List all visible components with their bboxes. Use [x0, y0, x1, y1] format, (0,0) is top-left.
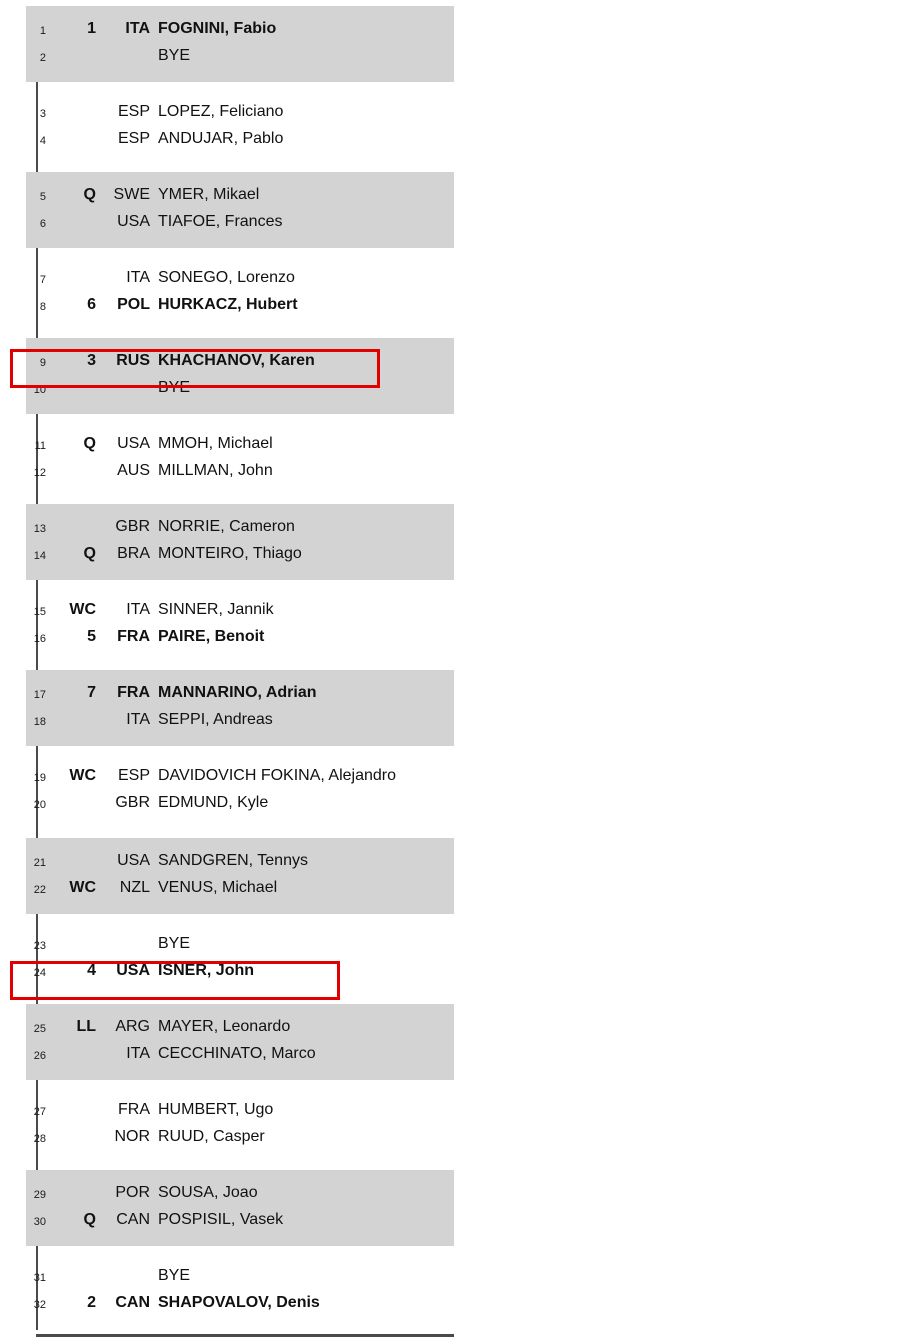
entry-number: 24 [33, 967, 46, 979]
entry-number: 26 [33, 1050, 46, 1062]
draw-pair [26, 1170, 454, 1246]
entry-country: ESP [117, 103, 150, 120]
entry-name: NORRIE, Cameron [158, 518, 295, 535]
draw-entry[interactable] [26, 349, 454, 376]
entry-country: ARG [115, 1018, 150, 1035]
draw-entry[interactable] [26, 849, 454, 876]
draw-entry[interactable] [26, 1208, 454, 1235]
draw-entry[interactable] [26, 932, 454, 959]
entry-country: ITA [126, 601, 150, 618]
entry-name: SEPPI, Andreas [158, 711, 273, 728]
entry-name: SINNER, Jannik [158, 601, 274, 618]
entry-country: ITA [126, 711, 150, 728]
entry-seed: Q [83, 545, 96, 562]
entry-number: 30 [33, 1216, 46, 1228]
entry-seed: WC [69, 601, 96, 618]
draw-entry[interactable] [26, 515, 454, 542]
entry-country: USA [117, 213, 150, 230]
entry-number: 8 [39, 301, 46, 313]
entry-seed: Q [83, 435, 96, 452]
draw-entry[interactable] [26, 1264, 454, 1291]
draw-entry[interactable] [26, 17, 454, 44]
entry-name: ISNER, John [158, 962, 255, 979]
entry-country: USA [117, 852, 150, 869]
draw-entry[interactable] [26, 1015, 454, 1042]
draw-entry[interactable] [26, 432, 454, 459]
draw-entry[interactable] [26, 459, 454, 486]
entry-country: ITA [125, 20, 150, 37]
entry-country: USA [117, 435, 150, 452]
entry-name: RUUD, Casper [158, 1128, 265, 1145]
entry-number: 14 [33, 550, 46, 562]
draw-entry[interactable] [26, 183, 454, 210]
entry-name: MAYER, Leonardo [158, 1018, 291, 1035]
draw-pair [26, 838, 454, 914]
draw-pair [26, 504, 454, 580]
entry-seed: 1 [87, 20, 96, 37]
bottom-divider [36, 1334, 454, 1337]
entry-name: YMER, Mikael [158, 186, 260, 203]
entry-number: 12 [33, 467, 46, 479]
entry-country: CAN [116, 1211, 150, 1228]
draw-entry[interactable] [26, 1181, 454, 1208]
draw-entry[interactable] [26, 100, 454, 127]
entry-name: BYE [158, 1267, 191, 1284]
entry-number: 11 [34, 440, 46, 452]
entry-number: 25 [33, 1023, 46, 1035]
draw-entry[interactable] [26, 1042, 454, 1069]
draw-entry[interactable] [26, 764, 454, 791]
entry-country: GBR [115, 794, 150, 811]
entry-number: 19 [33, 772, 46, 784]
entry-country: ITA [126, 1045, 150, 1062]
entry-number: 27 [33, 1106, 46, 1118]
entry-seed: LL [76, 1018, 96, 1035]
draw-entry[interactable] [26, 876, 454, 903]
entry-name: TIAFOE, Frances [158, 213, 283, 230]
draw-pair [26, 753, 454, 829]
entry-number: 15 [33, 606, 46, 618]
entry-seed: 6 [87, 296, 96, 313]
entry-number: 9 [39, 357, 46, 369]
draw-entry[interactable] [26, 44, 454, 71]
entry-country: NZL [119, 879, 150, 896]
entry-name: KHACHANOV, Karen [158, 352, 315, 369]
draw-entry[interactable] [26, 598, 454, 625]
entry-country: USA [116, 962, 150, 979]
entry-country: FRA [118, 1101, 150, 1118]
entry-name: SANDGREN, Tennys [158, 852, 308, 869]
entry-number: 22 [33, 884, 46, 896]
draw-entry[interactable] [26, 708, 454, 735]
entry-seed: WC [69, 879, 96, 896]
draw-pair [26, 1253, 454, 1329]
entry-number: 3 [39, 108, 46, 120]
entry-country: CAN [115, 1294, 150, 1311]
entry-name: CECCHINATO, Marco [158, 1045, 316, 1062]
entry-name: LOPEZ, Feliciano [158, 103, 284, 120]
entry-name: ANDUJAR, Pablo [158, 130, 284, 147]
entry-country: SWE [113, 186, 150, 203]
draw-entry[interactable] [26, 959, 454, 986]
entry-name: MMOH, Michael [158, 435, 273, 452]
entry-name: BYE [158, 935, 191, 952]
entry-name: MONTEIRO, Thiago [158, 545, 302, 562]
entry-number: 13 [33, 523, 46, 535]
entry-name: VENUS, Michael [158, 879, 278, 896]
draw-pair [26, 89, 454, 165]
entry-country: NOR [114, 1128, 150, 1145]
entry-number: 5 [39, 191, 46, 203]
draw-entry[interactable] [26, 791, 454, 818]
entry-country: AUS [117, 462, 150, 479]
entry-number: 7 [39, 274, 46, 286]
entry-country: BRA [117, 545, 150, 562]
entry-name: POSPISIL, Vasek [158, 1211, 284, 1228]
entry-name: BYE [158, 47, 191, 64]
entry-seed: 7 [87, 684, 96, 701]
entry-country: FRA [117, 628, 150, 645]
entry-country: POL [117, 296, 150, 313]
draw-pair [26, 921, 454, 997]
draw-entry[interactable] [26, 1291, 454, 1318]
draw-entry[interactable] [26, 542, 454, 569]
entry-seed: 4 [87, 962, 96, 979]
entry-number: 4 [39, 135, 46, 147]
draw-entry[interactable] [26, 376, 454, 403]
entry-number: 10 [33, 384, 46, 396]
entry-country: ESP [117, 130, 150, 147]
draw-pair [26, 587, 454, 663]
entry-name: PAIRE, Benoit [158, 628, 265, 645]
draw-entry[interactable] [26, 210, 454, 237]
entry-country: GBR [115, 518, 150, 535]
entry-name: EDMUND, Kyle [158, 794, 269, 811]
draw-entry[interactable] [26, 681, 454, 708]
entry-name: DAVIDOVICH FOKINA, Alejandro [158, 767, 396, 784]
draw-pair [26, 1004, 454, 1080]
entry-seed: 2 [87, 1294, 96, 1311]
entry-number: 6 [39, 218, 46, 230]
draw-entry[interactable] [26, 127, 454, 154]
entry-seed: 3 [87, 352, 96, 369]
entry-seed: WC [69, 767, 96, 784]
entry-name: SHAPOVALOV, Denis [158, 1294, 320, 1311]
draw-pair [26, 255, 454, 331]
draw-pair [26, 1087, 454, 1163]
entry-name: HUMBERT, Ugo [158, 1101, 274, 1118]
draw-pair [26, 172, 454, 248]
entry-number: 28 [33, 1133, 46, 1145]
entry-name: MANNARINO, Adrian [158, 684, 317, 701]
draw-pair [26, 338, 454, 414]
entry-name: SONEGO, Lorenzo [158, 269, 295, 286]
entry-country: ESP [117, 767, 150, 784]
entry-number: 32 [33, 1299, 46, 1311]
entry-seed: 5 [87, 628, 96, 645]
entry-number: 31 [33, 1272, 46, 1284]
draw-pair [26, 670, 454, 746]
draw-entry[interactable] [26, 266, 454, 293]
entry-seed: Q [83, 1211, 96, 1228]
draw-entry[interactable] [26, 625, 454, 652]
entry-country: RUS [116, 352, 150, 369]
entry-number: 1 [39, 25, 46, 37]
entry-name: MILLMAN, John [158, 462, 273, 479]
draw-entry[interactable] [26, 1098, 454, 1125]
entry-number: 16 [33, 633, 46, 645]
entry-country: POR [115, 1184, 150, 1201]
draw-pair [26, 421, 454, 497]
entry-name: BYE [158, 379, 191, 396]
draw-entry[interactable] [26, 293, 454, 320]
entry-number: 20 [33, 799, 46, 811]
entry-number: 23 [33, 940, 46, 952]
entry-number: 29 [33, 1189, 46, 1201]
draw-entry[interactable] [26, 1125, 454, 1152]
entry-name: SOUSA, Joao [158, 1184, 258, 1201]
entry-number: 17 [33, 689, 46, 701]
entry-number: 18 [33, 716, 46, 728]
entry-number: 2 [39, 52, 46, 64]
draw-pair [26, 6, 454, 82]
entry-country: FRA [117, 684, 150, 701]
entry-name: HURKACZ, Hubert [158, 296, 298, 313]
entry-name: FOGNINI, Fabio [158, 20, 277, 37]
entry-number: 21 [33, 857, 46, 869]
entry-country: ITA [126, 269, 150, 286]
entry-seed: Q [83, 186, 96, 203]
